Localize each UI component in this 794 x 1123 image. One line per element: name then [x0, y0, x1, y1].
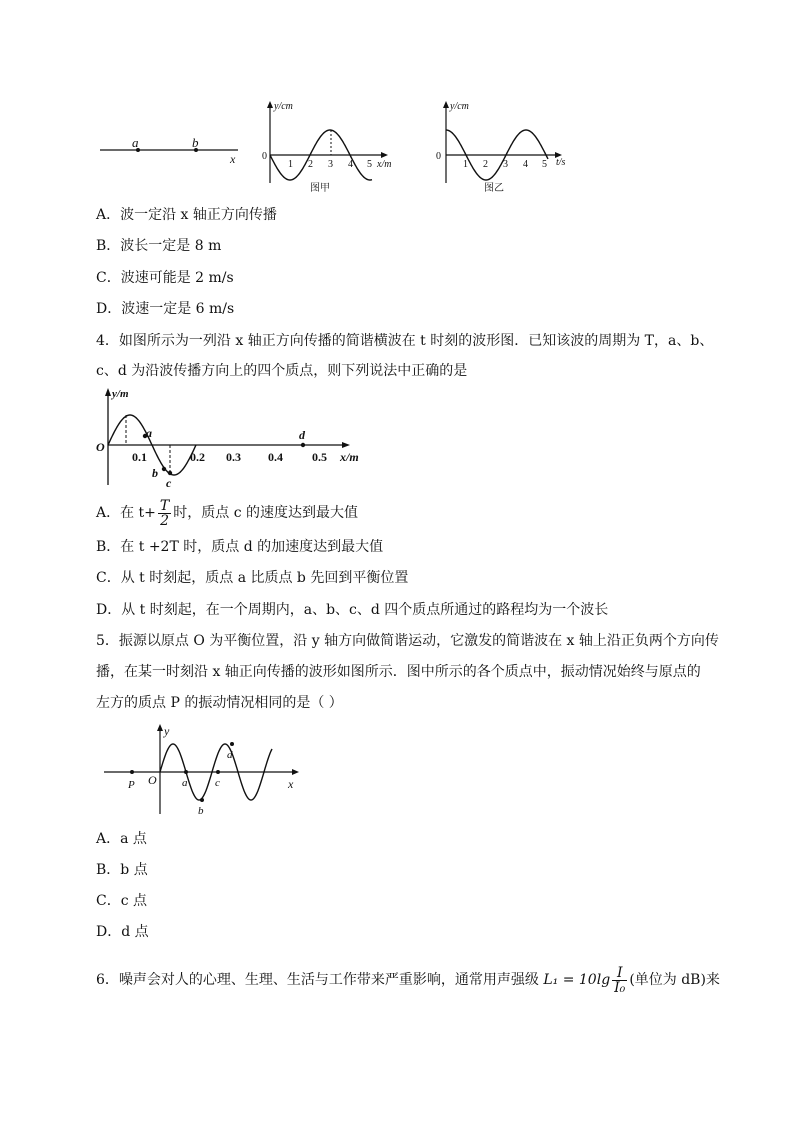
yi-origin: 0	[436, 151, 441, 162]
point-P	[130, 770, 134, 774]
point-b	[200, 798, 204, 802]
yi-tick: 1	[463, 159, 468, 170]
q3-figure	[90, 95, 590, 195]
jia-xlabel: x/m	[377, 159, 392, 170]
jia-tick: 4	[348, 159, 353, 170]
point-c	[216, 770, 220, 774]
rope-label-a: a	[132, 135, 139, 150]
rope-label-x: x	[230, 152, 236, 166]
q5-ylabel: y	[164, 724, 170, 738]
q5-option-b: B．b 点	[96, 862, 148, 878]
q4-origin: O	[96, 440, 105, 454]
rope-diagram	[100, 135, 238, 166]
q5-label-P: P	[128, 779, 135, 791]
q5-origin: O	[148, 773, 157, 787]
yi-caption: 图乙	[484, 183, 504, 194]
q5-option-a: A．a 点	[96, 831, 147, 847]
sound-level-formula: L₁ = 10lg	[543, 972, 611, 988]
q4-label-d: d	[299, 428, 305, 442]
q5-xlabel: x	[288, 777, 294, 791]
q4-tick: 0.3	[226, 450, 241, 464]
q4-ylabel: y/m	[112, 388, 129, 400]
q3-option-a: A．波一定沿 x 轴正方向传播	[96, 207, 277, 223]
q4-stem-line2: c、d 为沿波传播方向上的四个质点，则下列说法中正确的是	[96, 363, 468, 379]
q4-option-d: D．从 t 时刻起，在一个周期内，a、b、c、d 四个质点所通过的路程均为一个波长	[96, 602, 609, 618]
q5-wave-figure	[100, 722, 305, 818]
q4-label-c: c	[166, 476, 172, 490]
yi-ylabel: y/cm	[450, 101, 469, 112]
q5-option-d: D．d 点	[96, 924, 149, 940]
q5-label-c: c	[215, 777, 220, 789]
q4-wave-figure	[96, 385, 376, 495]
q4-label-b: b	[152, 466, 158, 480]
wave-graph-jia	[262, 101, 391, 194]
yi-tick: 2	[483, 159, 488, 170]
q4-tick: 0.2	[190, 450, 205, 464]
q6-stem-line1	[96, 960, 720, 1000]
q3-option-b: B．波长一定是 8 m	[96, 238, 222, 254]
jia-ylabel: y/cm	[274, 101, 293, 112]
jia-tick: 3	[328, 159, 333, 170]
jia-caption: 图甲	[310, 183, 330, 194]
q6-post: (单位为 dB)来	[629, 972, 720, 988]
q4-label-a: a	[146, 426, 152, 440]
jia-tick: 5	[367, 159, 372, 170]
q3-option-c: C．波速可能是 2 m/s	[96, 270, 234, 286]
q4-optA-pre: A．在 t+	[96, 505, 156, 521]
point-d	[301, 443, 305, 447]
point-b	[162, 467, 166, 471]
q5-stem-line1: 5．振源以原点 O 为平衡位置，沿 y 轴方向做简谐运动，它激发的简谐波在 x 轴上沿正负两个方向传	[96, 633, 719, 649]
q4-xlabel: x/m	[340, 450, 359, 464]
q4-tick: 0.1	[132, 450, 147, 464]
point-c	[168, 471, 172, 475]
fraction-T-over-2: $\frac{T}{2}$	[159, 497, 170, 529]
q5-label-b: b	[198, 805, 204, 817]
q4-tick: 0.5	[312, 450, 327, 464]
yi-tick: 4	[523, 159, 528, 170]
q4-option-b: B．在 t +2T 时，质点 d 的加速度达到最大值	[96, 539, 384, 555]
yi-tick: 5	[542, 159, 547, 170]
jia-origin: 0	[262, 151, 267, 162]
wave-graph-yi	[436, 101, 566, 194]
point-d	[230, 742, 234, 746]
rope-label-b: b	[192, 135, 199, 150]
q5-label-a: a	[182, 777, 188, 789]
q4-option-a	[96, 496, 358, 530]
q6-pre: 6．噪声会对人的心理、生理、生活与工作带来严重影响，通常用声强级	[96, 972, 539, 988]
yi-tick: 3	[503, 159, 508, 170]
jia-tick: 1	[288, 159, 293, 170]
q5-label-d: d	[227, 749, 233, 761]
q5-stem-line2: 播，在某一时刻沿 x 轴正向传播的波形如图所示．图中所示的各个质点中，振动情况始终与原点的	[96, 664, 701, 680]
fraction-I-over-I0: $\frac{I}{\text{I₀}}$	[614, 964, 626, 996]
q5-option-c: C．c 点	[96, 893, 148, 909]
q4-optA-post: 时，质点 c 的速度达到最大值	[173, 505, 359, 521]
q4-stem-line1: 4．如图所示为一列沿 x 轴正方向传播的简谐横波在 t 时刻的波形图．已知该波的周期为 T，a、b、	[96, 333, 714, 349]
jia-tick: 2	[308, 159, 313, 170]
q5-stem-line3: 左方的质点 P 的振动情况相同的是（ ）	[96, 695, 343, 711]
yi-xlabel: t/s	[556, 157, 566, 168]
q4-option-c: C．从 t 时刻起，质点 a 比质点 b 先回到平衡位置	[96, 570, 409, 586]
q4-tick: 0.4	[268, 450, 283, 464]
q3-option-d: D．波速一定是 6 m/s	[96, 301, 235, 317]
point-a	[184, 770, 188, 774]
